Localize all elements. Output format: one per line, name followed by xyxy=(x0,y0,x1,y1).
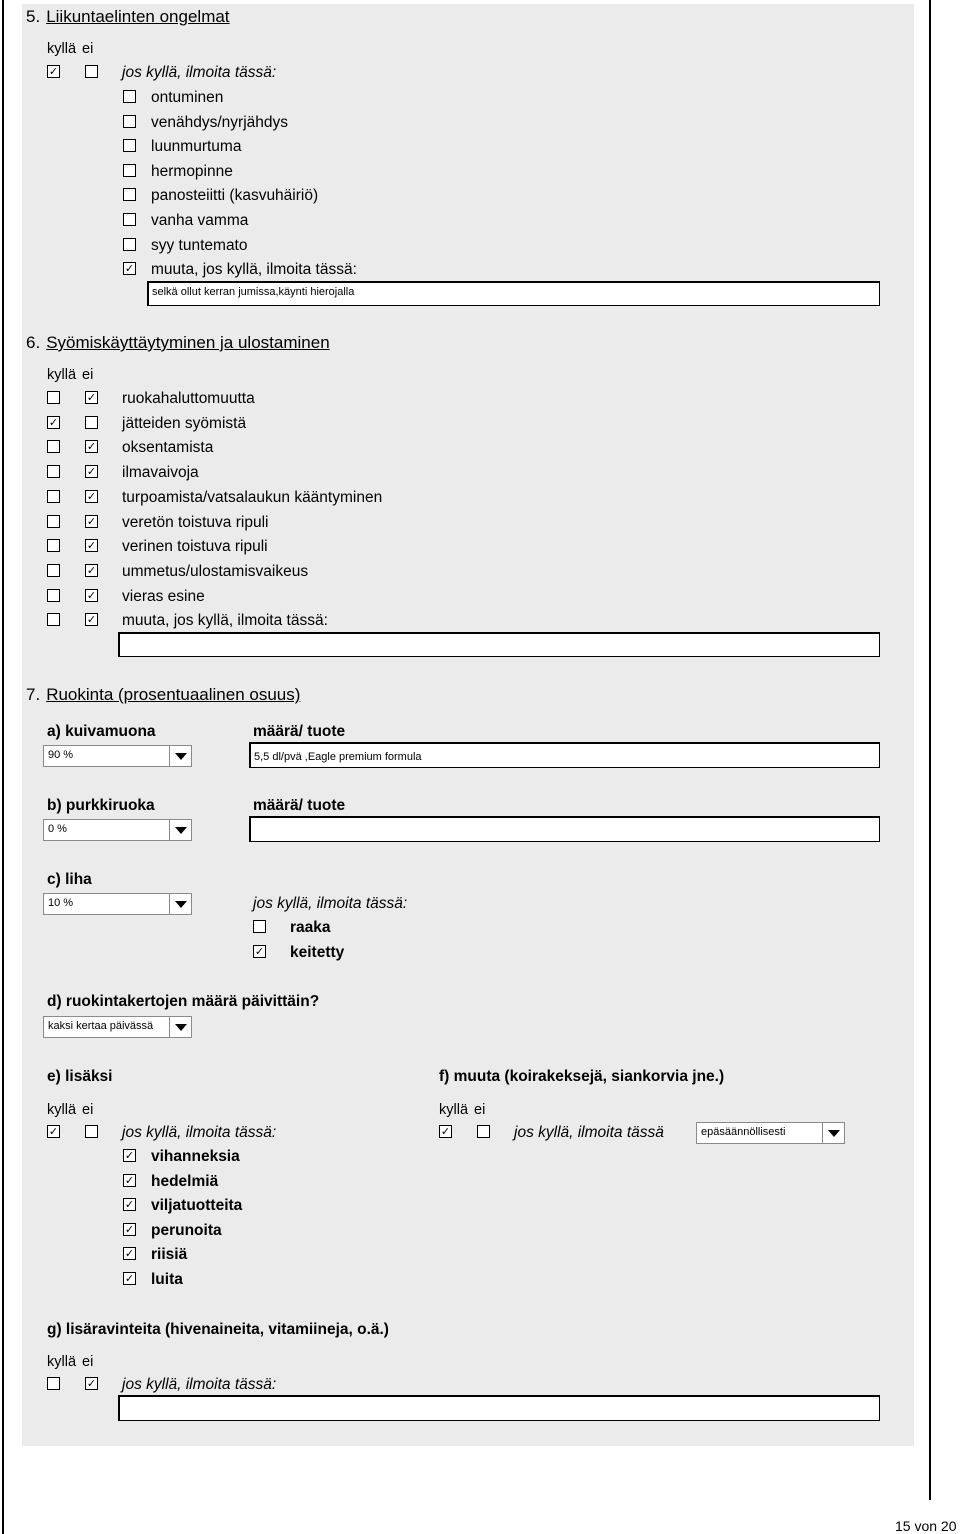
s7f-yes-checkbox[interactable]: ✓ xyxy=(440,1125,451,1138)
s6-yes-checkbox[interactable] xyxy=(47,490,60,503)
s7b-label: b) purkkiruoka xyxy=(47,797,155,814)
s7g-yes-no-header: kyllä ei xyxy=(47,1354,94,1370)
s7a-label: a) kuivamuona xyxy=(47,723,156,740)
s7f-select-value: epäsäännöllisesti xyxy=(701,1126,786,1138)
right-border-line xyxy=(929,0,931,1500)
page-number: 15 von 20 xyxy=(895,1518,957,1534)
s7e-option-checkbox[interactable]: ✓ xyxy=(124,1198,135,1212)
s6-yes-checkbox[interactable] xyxy=(47,539,60,552)
s5-option-label: muuta, jos kyllä, ilmoita tässä: xyxy=(151,261,357,279)
s6-yes-checkbox[interactable] xyxy=(47,465,60,478)
s5-option-label: ontuminen xyxy=(151,89,224,106)
s5-option-label: syy tuntemato xyxy=(151,236,248,254)
s7b-amount-input[interactable] xyxy=(249,816,880,842)
s6-no-checkbox[interactable] xyxy=(85,416,98,429)
s7e-option-label: luita xyxy=(151,1271,183,1288)
s7b-amount-label: määrä/ tuote xyxy=(253,797,346,814)
s7f-yes-no-header: kyllä ei xyxy=(439,1102,486,1118)
s6-option-label: muuta, jos kyllä, ilmoita tässä: xyxy=(122,612,328,630)
dropdown-arrow-icon[interactable] xyxy=(169,820,191,840)
s6-option-label: ruokahaluttomuutta xyxy=(122,390,255,407)
s7e-option-label: riisiä xyxy=(151,1246,188,1264)
s6-yes-checkbox[interactable] xyxy=(47,440,60,453)
s7g-no-checkbox[interactable]: ✓ xyxy=(86,1377,97,1390)
s6-option-label: oksentamista xyxy=(122,439,214,457)
s5-option-label: luunmurtuma xyxy=(151,138,242,156)
s7f-no-checkbox[interactable] xyxy=(477,1125,490,1138)
s5-option-checkbox[interactable] xyxy=(123,90,136,103)
s7c-label: c) liha xyxy=(47,871,92,888)
s5-option-label: panosteiitti (kasvuhäiriö) xyxy=(151,187,319,205)
s5-other-input[interactable]: selkä ollut kerran jumissa,käynti hierojalla xyxy=(147,281,880,306)
s6-option-label: veretön toistuva ripuli xyxy=(122,513,269,531)
s7c-option-checkbox[interactable] xyxy=(253,920,266,933)
s6-option-label: ummetus/ulostamisvaikeus xyxy=(122,562,309,580)
s7c-select-value: 10 % xyxy=(48,897,74,909)
s6-no-checkbox[interactable]: ✓ xyxy=(86,563,97,577)
s7a-amount-label: määrä/ tuote xyxy=(253,723,346,740)
s7e-label: e) lisäksi xyxy=(47,1068,113,1085)
s7g-label: g) lisäravinteita (hivenaineita, vitamiineja, o.ä.) xyxy=(47,1321,389,1338)
s7a-percent-select[interactable] xyxy=(43,745,192,767)
s7d-label: d) ruokintakertojen määrä päivittäin? xyxy=(47,993,320,1010)
s6-option-label: turpoamista/vatsalaukun kääntyminen xyxy=(122,488,383,506)
s6-option-label: verinen toistuva ripuli xyxy=(122,538,268,556)
s5-option-checkbox[interactable] xyxy=(123,139,136,152)
s6-yes-checkbox[interactable] xyxy=(47,589,60,602)
left-border-line xyxy=(2,0,4,1534)
s6-no-checkbox[interactable]: ✓ xyxy=(86,539,97,553)
s7e-option-label: hedelmiä xyxy=(151,1172,219,1190)
s5-yes-no-header: kyllä ei xyxy=(47,41,94,57)
s6-no-checkbox[interactable]: ✓ xyxy=(86,588,97,602)
s7c-percent-select[interactable] xyxy=(43,893,192,915)
s5-option-label: vanha vamma xyxy=(151,212,249,229)
s6-option-label: vieras esine xyxy=(122,587,205,605)
s7e-yes-no-header: kyllä ei xyxy=(47,1102,94,1118)
s7e-option-checkbox[interactable]: ✓ xyxy=(124,1149,135,1162)
s5-option-checkbox[interactable] xyxy=(123,115,136,128)
s7b-percent-select[interactable] xyxy=(43,819,192,841)
s7c-option-label: raaka xyxy=(290,919,331,936)
s6-other-input[interactable] xyxy=(118,632,880,657)
s7b-select-value: 0 % xyxy=(48,823,67,835)
s6-no-checkbox[interactable]: ✓ xyxy=(86,514,97,528)
dropdown-arrow-icon[interactable] xyxy=(822,1123,844,1143)
s7e-option-label: vihanneksia xyxy=(151,1148,240,1165)
s7e-no-checkbox[interactable] xyxy=(85,1125,98,1138)
s5-option-checkbox[interactable] xyxy=(123,213,136,226)
s7g-yes-checkbox[interactable] xyxy=(47,1377,60,1390)
s6-no-checkbox[interactable]: ✓ xyxy=(86,489,97,503)
s7e-yes-checkbox[interactable]: ✓ xyxy=(48,1125,59,1138)
s7a-select-value: 90 % xyxy=(48,749,74,761)
s5-option-checkbox[interactable] xyxy=(123,188,136,201)
s7e-option-checkbox[interactable]: ✓ xyxy=(124,1222,135,1236)
s5-option-checkbox[interactable] xyxy=(123,238,136,251)
s5-option-checkbox[interactable]: ✓ xyxy=(124,262,135,276)
s7c-option-label: keitetty xyxy=(290,943,345,961)
s5-no-checkbox[interactable] xyxy=(85,65,98,78)
s6-yes-checkbox[interactable]: ✓ xyxy=(48,415,59,429)
s7e-option-label: viljatuotteita xyxy=(151,1197,243,1215)
s7e-option-label: perunoita xyxy=(151,1221,222,1239)
s7e-option-checkbox[interactable]: ✓ xyxy=(124,1272,135,1285)
s7g-input[interactable] xyxy=(118,1395,880,1421)
s7d-select-value: kaksi kertaa päivässä xyxy=(48,1020,154,1032)
s7d-frequency-select[interactable] xyxy=(43,1016,192,1038)
s7f-frequency-select[interactable] xyxy=(696,1122,845,1144)
dropdown-arrow-icon[interactable] xyxy=(169,746,191,766)
section6-heading: 6. Syömiskäyttäytyminen ja ulostaminen xyxy=(26,333,330,352)
s7a-amount-input[interactable]: 5,5 dl/pvä ,Eagle premium formula xyxy=(249,742,880,768)
s6-yes-checkbox[interactable] xyxy=(47,613,60,626)
s6-no-checkbox[interactable]: ✓ xyxy=(86,391,97,404)
s7e-option-checkbox[interactable]: ✓ xyxy=(124,1247,135,1261)
s5-yes-checkbox[interactable]: ✓ xyxy=(48,65,59,78)
s6-option-label: ilmavaivoja xyxy=(122,464,199,482)
s7c-prompt: jos kyllä, ilmoita tässä: xyxy=(253,895,408,912)
s6-no-checkbox[interactable]: ✓ xyxy=(86,613,97,627)
s6-no-checkbox[interactable]: ✓ xyxy=(86,440,97,454)
s5-option-label: venähdys/nyrjähdys xyxy=(151,113,288,131)
section5-heading: 5. Liikuntaelinten ongelmat xyxy=(26,7,230,26)
dropdown-arrow-icon[interactable] xyxy=(169,1017,191,1037)
s5-prompt: jos kyllä, ilmoita tässä: xyxy=(122,64,277,81)
s5-option-checkbox[interactable] xyxy=(123,164,136,177)
s7g-prompt: jos kyllä, ilmoita tässä: xyxy=(122,1376,277,1393)
s6-option-label: jätteiden syömistä xyxy=(122,414,247,432)
section7-heading: 7. Ruokinta (prosentuaalinen osuus) xyxy=(26,685,301,704)
s7e-prompt: jos kyllä, ilmoita tässä: xyxy=(122,1124,277,1141)
s6-yes-no-header: kyllä ei xyxy=(47,367,94,383)
s7f-label: f) muuta (koirakeksejä, siankorvia jne.) xyxy=(439,1068,725,1085)
s6-no-checkbox[interactable]: ✓ xyxy=(86,465,97,479)
s7f-prompt: jos kyllä, ilmoita tässä xyxy=(514,1124,664,1141)
s7e-option-checkbox[interactable]: ✓ xyxy=(124,1173,135,1187)
s7c-option-checkbox[interactable]: ✓ xyxy=(254,944,265,958)
s6-yes-checkbox[interactable] xyxy=(47,515,60,528)
s5-option-label: hermopinne xyxy=(151,162,233,180)
s6-yes-checkbox[interactable] xyxy=(47,564,60,577)
dropdown-arrow-icon[interactable] xyxy=(169,894,191,914)
s6-yes-checkbox[interactable] xyxy=(47,391,60,404)
